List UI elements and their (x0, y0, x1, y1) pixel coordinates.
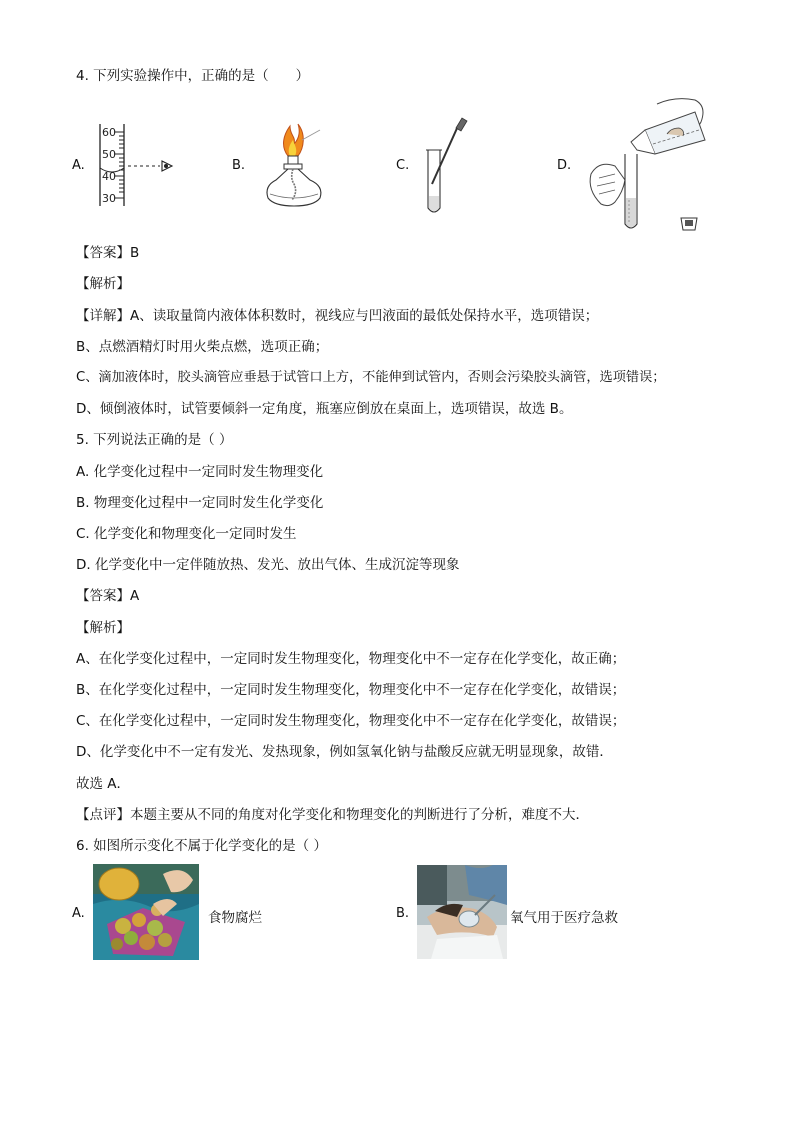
q4-option-d-label: D. (557, 158, 572, 173)
q4-analysis-line-3: C、滴加液体时，胶头滴管应垂悬于试管口上方，不能伸到试管内，否则会污染胶头滴管，选项错误； (76, 370, 666, 385)
q5-analysis-title: 【解析】 (76, 620, 130, 636)
q5-analysis-line-2: B、在化学变化过程中，一定同时发生物理变化，物理变化中不一定存在化学变化，故错误； (76, 682, 626, 698)
cylinder-tick-40: 40 (102, 170, 116, 183)
pouring-liquid-image (585, 94, 715, 234)
q6-option-a-label: A. (72, 906, 85, 921)
q4-analysis-line-4: D、倾倒液体时，试管要倾斜一定角度，瓶塞应倒放在桌面上，选项错误，故选 B。 (76, 401, 573, 417)
cylinder-tick-30: 30 (102, 192, 116, 205)
q4-analysis-line-2: B、点燃酒精灯时用火柴点燃，选项正确； (76, 339, 329, 355)
q6-option-a-caption: 食物腐烂 (208, 910, 262, 926)
q5-option-b: B. 物理变化过程中一定同时发生化学变化 (76, 495, 324, 511)
q5-analysis-line-5: 故选 A． (76, 776, 131, 792)
q5-analysis-line-4: D、化学变化中不一定有发光、发热现象，例如氢氧化钠与盐酸反应就无明显现象，故错． (76, 744, 613, 760)
q4-option-a-label: A. (72, 158, 85, 173)
cylinder-tick-60: 60 (102, 126, 116, 139)
q5-comment: 【点评】本题主要从不同的角度对化学变化和物理变化的判断进行了分析，难度不大． (76, 807, 589, 823)
q4-analysis-title: 【解析】 (76, 276, 130, 292)
oxygen-mask-patient-photo (417, 865, 507, 959)
q5-option-d: D. 化学变化中一定伴随放热、发光、放出气体、生成沉淀等现象 (76, 557, 460, 573)
graduated-cylinder-image (92, 120, 182, 212)
alcohol-lamp-image (254, 122, 334, 214)
q5-option-c: C. 化学变化和物理变化一定同时发生 (76, 526, 297, 542)
q6-option-b-label: B. (396, 906, 410, 921)
rotten-fruit-photo (93, 864, 199, 960)
q5-option-a: A. 化学变化过程中一定同时发生物理变化 (76, 464, 324, 480)
q4-analysis-line-1: 【详解】A、读取量筒内液体体积数时，视线应与凹液面的最低处保持水平，选项错误； (76, 308, 599, 324)
dropper-test-tube-image (420, 116, 470, 218)
q4-stem: 4. 下列实验操作中，正确的是（ ） (76, 68, 310, 84)
q6-option-b-caption: 氧气用于医疗急救 (510, 910, 618, 926)
q5-analysis-line-3: C、在化学变化过程中，一定同时发生物理变化，物理变化中不一定存在化学变化，故错误； (76, 713, 626, 729)
q5-analysis-line-1: A、在化学变化过程中，一定同时发生物理变化，物理变化中不一定存在化学变化，故正确； (76, 651, 626, 667)
cylinder-tick-50: 50 (102, 148, 116, 161)
q4-answer: 【答案】B (76, 245, 140, 261)
q5-stem: 5. 下列说法正确的是（ ） (76, 432, 233, 448)
q5-answer: 【答案】A (76, 588, 140, 604)
q6-stem: 6. 如图所示变化不属于化学变化的是（ ） (76, 838, 327, 854)
q4-option-b-label: B. (232, 158, 246, 173)
q4-option-c-label: C. (396, 158, 410, 173)
